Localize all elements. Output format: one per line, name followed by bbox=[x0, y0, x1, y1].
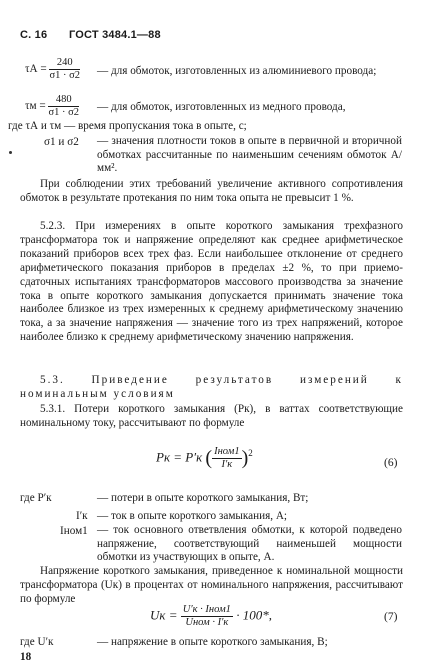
def-ik-symbol: I′к bbox=[76, 510, 88, 522]
formula-7-tail: · 100*, bbox=[236, 607, 272, 623]
formula-7-lhs: Uк = bbox=[150, 607, 178, 623]
tau-a-denominator: σ1 · σ2 bbox=[49, 70, 81, 81]
tau-m-fraction bbox=[48, 94, 79, 119]
sigma-symbols: σ1 и σ2 bbox=[44, 136, 79, 148]
tau-a-description: — для обмоток, изготовленных из алюминиевого провода; bbox=[97, 65, 377, 77]
tau-a-formula bbox=[25, 57, 80, 82]
paragraph-resistance: При соблюдении этих требований увеличение активного сопротивления обмоток в результате протекания по ним тока опыта не превысит 1 %. bbox=[20, 178, 403, 204]
formula-7-fraction bbox=[181, 604, 233, 629]
tau-m-numerator: 480 bbox=[48, 94, 79, 107]
paragraph-voltage: Напряжение короткого замыкания, приведенное к номинальной мощности трансформатора (Uк) в процентах от номинального напряжения, рассчитывают по формуле bbox=[20, 565, 403, 605]
equation-number-7: (7) bbox=[384, 611, 398, 623]
formula-7 bbox=[150, 604, 272, 629]
tau-a-symbol: τА = bbox=[25, 63, 47, 76]
tau-a-numerator: 240 bbox=[49, 57, 80, 70]
tau-m-symbol: τм = bbox=[25, 100, 46, 113]
sigma-description: — значения плотности токов в опыте в первичной и вторичной обмотках рассчитанные по наименьшим сечениям обмоток А/мм². bbox=[97, 135, 402, 174]
tau-a-fraction bbox=[49, 57, 80, 82]
formula-6-lhs: Pк = P′к bbox=[156, 449, 203, 465]
formula-6-denominator: I′к bbox=[221, 459, 233, 470]
standard-title: ГОСТ 3484.1—88 bbox=[69, 29, 161, 41]
equation-number-6: (6) bbox=[384, 457, 398, 469]
def-uk-symbol: где U′к bbox=[20, 636, 54, 648]
def-inom-text: — ток основного ответвления обмотки, к которой подведено напряжение, соответствующий наименьшей мощности обмотки из участвующих в опыте, А. bbox=[97, 524, 402, 563]
formula-6: Pк = P′к ( $\frac{\text{Iном1}}{I'к}$ )$^2$ bbox=[156, 446, 253, 470]
formula-7-numerator: U′к · Iном1 bbox=[182, 604, 231, 615]
def-pk-text: — потери в опыте короткого замыкания, Вт; bbox=[97, 492, 309, 504]
formula-6-numerator: Iном1 bbox=[214, 446, 240, 457]
formula-7-denominator: Uном · I′к bbox=[185, 617, 229, 628]
paragraph-5-2-3: 5.2.3. При измерениях в опыте короткого замыкания трехфазного трансформатора ток и напряжение определяют как среднее арифметическое показаний приборов всех трех фаз. Если наибольшее отклонение от среднего арифметического показания приборов в пределах ±2 %, то при приемо-сдаточных испытаниях трансформаторов массового производства за значение тока в опыте короткого замыкания допускается принимать значение тока наиболее близкое из трех измеренных к среднему арифметическому значению тока, а за значение напряжения — значение того из трех напряжений, которое наиболее близко к среднему арифметическому значению напряжения. bbox=[20, 220, 403, 344]
tau-m-denominator: σ1 · σ2 bbox=[48, 107, 80, 118]
formula-6-fraction bbox=[212, 446, 242, 471]
def-ik-text: — ток в опыте короткого замыкания, А; bbox=[97, 510, 288, 522]
def-uk-text: — напряжение в опыте короткого замыкания, В; bbox=[97, 636, 328, 648]
where-tau: где τА и τм — время пропускания тока в опыте, с; bbox=[8, 120, 247, 132]
def-inom-symbol: Iном1 bbox=[60, 525, 88, 537]
def-pk-symbol: где P′к bbox=[20, 492, 52, 504]
page-number: 18 bbox=[20, 651, 32, 663]
margin-dot bbox=[9, 151, 12, 154]
tau-m-description: — для обмоток, изготовленных из медного провода, bbox=[97, 101, 346, 113]
tau-m-formula bbox=[25, 94, 79, 119]
paragraph-5-3-1: 5.3.1. Потери короткого замыкания (Pк), в ваттах соответствующие номинальному току, рассчитывают по формуле bbox=[20, 403, 403, 429]
page-ref: С. 16 bbox=[20, 29, 48, 41]
formula-6-exponent: 2 bbox=[248, 448, 253, 459]
section-5-3-heading: 5.3. Приведение результатов измерений к номинальным условиям bbox=[20, 374, 403, 400]
